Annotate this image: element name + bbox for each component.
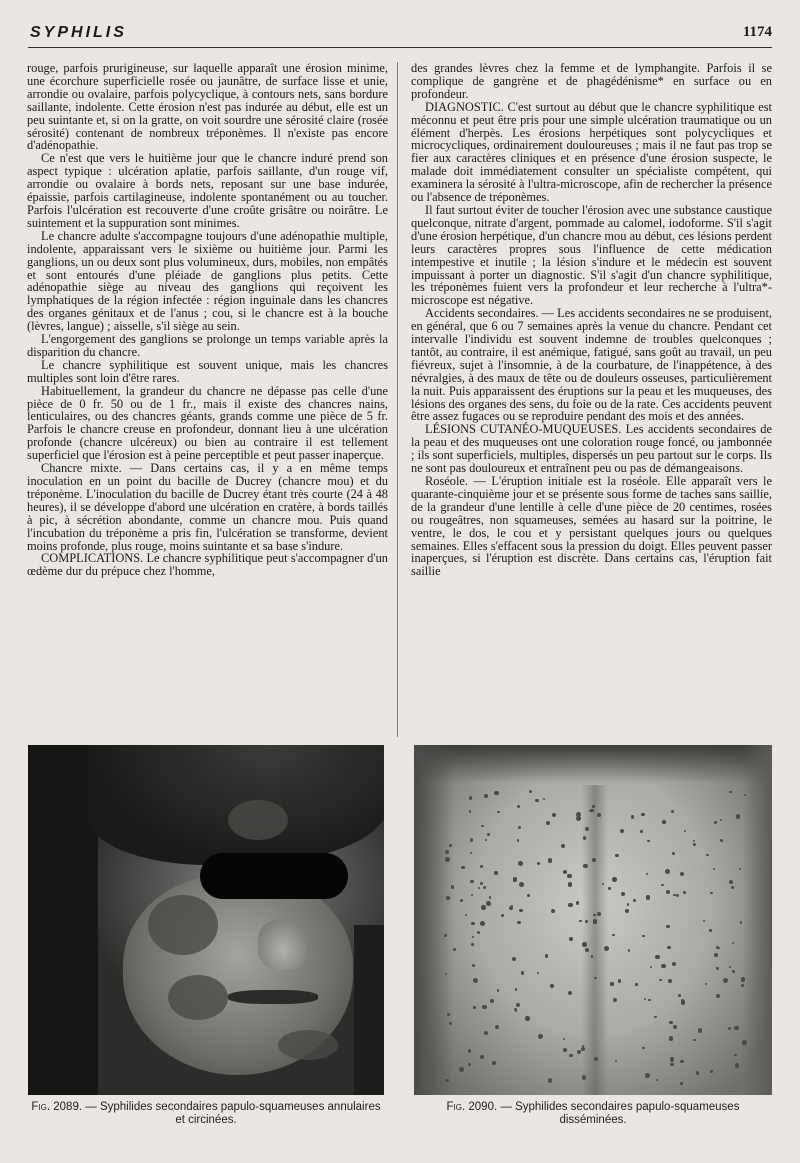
- paragraph: Chancre mixte. — Dans certains cas, il y a en même temps inoculation en un point du bacille de Ducrey (chancre mou) et du tréponème. L'inoculation du bacille de Ducrey étant très courte (24 à 48 heures), il se développe d'abord une ulcération en cratère, à bords taillés à pic, à sécrétion abondante, comme un chancre mou. Puis quand l'incubation du tréponème a pris fin, l'ulcération se transforme, devient moins profonde, plus rouge, moins suintante et sa base s'indure.: [27, 461, 388, 553]
- right-text-column: [411, 62, 772, 737]
- eye-mask-bar: [200, 853, 348, 899]
- paragraph: Roséole. — L'éruption initiale est la roséole. Elle apparaît vers le quarante-cinquième jour et se présente sous forme de taches sans saillie, de la grandeur d'une lentille à celle d'une pièce de 20 centimes, rosées ou rougeâtres, non squameuses, semées au hasard sur la poitrine, le ventre, le dos, le cou et y persistant quelques jours ou quelques semaines. Elles s'effacent sous la pression du doigt. Elles peuvent passer inaperçues, si l'éruption est discrète. Dans certains cas, l'éruption fait saillie: [411, 474, 772, 579]
- paragraph: Il faut surtout éviter de toucher l'érosion avec une substance caustique quelconque, nitrate d'argent, pommade au calomel, iodoforme. S'il s'agit d'une érosion herpétique, d'un chancre mou au début, ces lésions perdent leurs caractères propres sous l'influence de cette médication intempestive et inutile ; la lésion s'indure et le médecin est souvent impuissant à porter un diagnostic. S'il s'agit d'un chancre syphilitique, les tréponèmes fuient vers la profondeur et leur recherche à l'ultra*-microscope est négative.: [411, 202, 772, 308]
- paragraph: des grandes lèvres chez la femme et de lymphangite. Parfois il se complique de gangrène et de phagédénisme* en surface ou en profondeur.: [411, 62, 772, 101]
- paragraph: Ce n'est que vers le huitième jour que le chancre induré prend son aspect typique : ulcération aplatie, parfois saillante, d'un rouge vif, arrondie ou ovalaire à bords nets, reposant sur une base indurée, épaissie, parfois cartilagineuse, indolente spontanément ou au toucher. Parfois l'ulcération est recouverte d'une croûte grisâtre ou noirâtre. Le suintement et la suppuration sont minimes.: [27, 151, 388, 230]
- figure-2089: [28, 745, 384, 1127]
- figure-caption: Fig. 2089. — Syphilides secondaires papulo-squameuses annulaires et circinées.: [31, 1101, 381, 1126]
- header-rule: [28, 47, 772, 48]
- running-head: [30, 24, 772, 46]
- paragraph: Le chancre adulte s'accompagne toujours d'une adénopathie multiple, indolente, apparaissant vers le sixième ou huitième jour. Parmi les ganglions, un ou deux sont plus volumineux, durs, mobiles, non empâtés et sont entourés d'une pléiade de ganglions plus petits. Cette adénopathie siège au niveau des ganglions qui reçoivent les lymphatiques de la région infectée : région inguinale dans les chancres des organes génitaux et de l'anus ; cou, si le chancre est à la bouche (lèvres, langue) ; aisselle, s'il siège au sein.: [27, 228, 388, 334]
- paragraph: Le chancre syphilitique est souvent unique, mais les chancres multiples sont loin d'être rares.: [27, 357, 388, 385]
- paragraph: DIAGNOSTIC. C'est surtout au début que le chancre syphilitique est méconnu et peut être pris pour une simple ulcération traumatique ou un élément d'herpès. Les érosions herpétiques sont polycycliques et microcycliques, ordinairement douloureuses ; mais il ne faut pas trop se fier aux caractères cliniques et en présence d'une érosion suspecte, le malade doit immédiatement consulter un spécialiste compétent, qui examinera la sérosité à l'ultra-microscope, afin de rechercher la présence ou l'absence de tréponèmes.: [411, 99, 772, 205]
- figure-2090: [414, 745, 772, 1127]
- paragraph: COMPLICATIONS. Le chancre syphilitique peut s'accompagner d'un œdème dur du prépuce chez l'homme,: [27, 551, 388, 579]
- face-photograph: [28, 745, 384, 1095]
- paragraph: rouge, parfois prurigineuse, sur laquelle apparaît une érosion minime, une écorchure superficielle rosée ou jaunâtre, de surface lisse et unie, arrondie ou ovalaire, parfois polycyclique, à contours nets, sans bordure saillante, indolente. Cette érosion n'est pas indurée au début, elle est un peu suintante et, si on la gratte, on voit sourdre une sérosité claire (rosée sérosité) contenant de nombreux tréponèmes. Il n'existe pas encore d'adénopathie.: [27, 62, 388, 153]
- back-photograph: [414, 745, 772, 1095]
- figure-caption: Fig. 2090. — Syphilides secondaires papulo-squameuses disséminées.: [446, 1101, 740, 1126]
- running-title: SYPHILIS: [30, 24, 127, 41]
- paragraph: Accidents secondaires. — Les accidents secondaires ne se produisent, en général, que 6 ou 7 semaines après la venue du chancre. Pendant cet intervalle l'individu est souvent indemne de troubles quelconques ; tantôt, au contraire, il est anémique, fatigué, sans goût au travail, un peu fiévreux, sujet à l'insomnie, à de la courbature, de l'inappétence, à des névralgies, à des maux de tête ou de douleurs osseuses, particulièrement la nuit. Puis apparaissent des éruptions sur la peau et les muqueuses, des lésions des organes des sens, du foie ou de la rate. Ces accidents peuvent être assez fugaces ou se reproduire pendant des mois et des années.: [411, 306, 772, 424]
- paragraph: Habituellement, la grandeur du chancre ne dépasse pas celle d'une pièce de 0 fr. 50 ou de 1 fr., mais il existe des chancres nains, lenticulaires, ou des chancres géants, grands comme une pièce de 5 fr. Parfois le chancre creuse en profondeur, donnant lieu à une ulcération profonde (chancre ulcéreux) ou bien au contraire il est tellement superficiel que l'érosion est à peine perceptible et peut passer inaperçue.: [27, 383, 388, 463]
- paragraph: LÉSIONS CUTANÉO-MUQUEUSES. Les accidents secondaires de la peau et des muqueuses ont une coloration rouge foncé, ou jambonnée ; ils sont superficiels, multiples, dispersés un peu partout sur le corps. Ils ne sont pas douloureux et entraînent peu ou pas de démangeaisons.: [411, 422, 772, 476]
- left-text-column: [27, 62, 388, 737]
- paragraph: L'engorgement des ganglions se prolonge un temps variable après la disparition du chancre.: [27, 332, 388, 359]
- page-number: 1174: [742, 24, 772, 40]
- column-divider: [397, 62, 398, 737]
